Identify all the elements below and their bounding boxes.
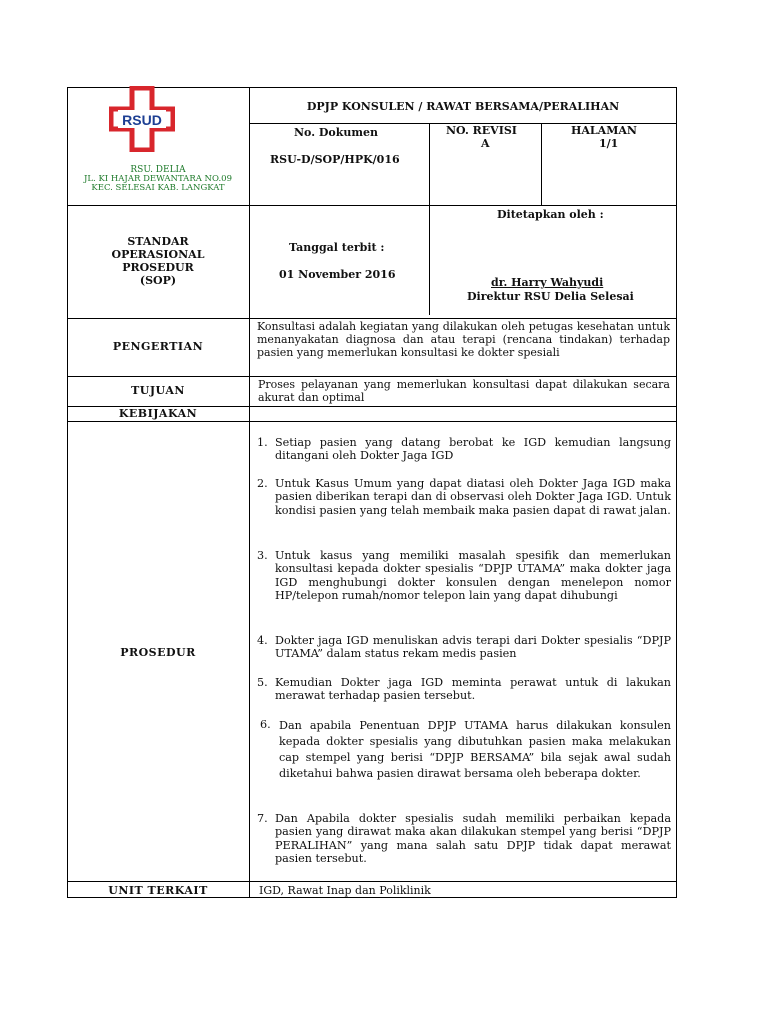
list-item-number: 5. bbox=[257, 676, 268, 689]
unit-terkait-label: UNIT TERKAIT bbox=[108, 884, 208, 897]
no-revisi-value: A bbox=[481, 137, 490, 150]
pengertian-text: Konsultasi adalah kegiatan yang dilakukan oleh petugas kesehatan untuk menanyakatan diagnosa dan atau terapi (rencana tindakan) terhadap pasien yang memerlukan konsultasi ke dokter spesiali bbox=[257, 320, 670, 359]
list-item: Dokter jaga IGD menuliskan advis terapi dari Dokter spesialis “DPJP UTAMA” dalam status rekam medis pasien bbox=[275, 634, 671, 661]
logo-hospital: RSU. DELIA bbox=[130, 165, 186, 175]
no-dokumen-label: No. Dokumen bbox=[294, 126, 378, 139]
list-item: Setiap pasien yang datang berobat ke IGD kemudian langsung ditangani oleh Dokter Jaga IGD bbox=[275, 436, 671, 463]
sop-line1: STANDAR bbox=[127, 235, 189, 248]
ditetapkan-label: Ditetapkan oleh : bbox=[497, 208, 604, 221]
list-item: Untuk Kasus Umum yang dapat diatasi oleh Dokter Jaga IGD maka pasien diberikan terapi dan di observasi oleh Dokter Jaga IGD. Untuk kondisi pasien yang telah membaik maka pasien dapat di rawat jalan. bbox=[275, 477, 671, 517]
list-item: Dan Apabila dokter spesialis sudah memiliki perbaikan kepada pasien yang dirawat maka akan dilakukan stempel yang berisi “DPJP PERALIHAN” yang mana salah satu DPJP tidak dapat merawat pasien tersebut. bbox=[275, 812, 671, 865]
prosedur-label: PROSEDUR bbox=[120, 646, 196, 659]
sop-line3: PROSEDUR bbox=[122, 261, 194, 274]
logo-address-line1: JL. KI HAJAR DEWANTARA NO.09 bbox=[84, 174, 232, 184]
list-item: Kemudian Dokter jaga IGD meminta perawat untuk di lakukan merawat terhadap pasien tersebut. bbox=[275, 676, 671, 703]
logo-name: RSUD bbox=[122, 112, 162, 128]
list-item: Dan apabila Penentuan DPJP UTAMA harus dilakukan konsulen kepada dokter spesialis yang dibutuhkan pasien maka melakukan cap stempel yang berisi “DPJP BERSAMA” bila sejak awal sudah diketahui bahwa pasien dirawat bersama oleh beberapa dokter. bbox=[279, 719, 671, 780]
kebijakan-label: KEBIJAKAN bbox=[118, 407, 198, 420]
list-item-number: 1. bbox=[257, 436, 268, 449]
tanggal-terbit-value: 01 November 2016 bbox=[279, 268, 396, 281]
list-item-number: 2. bbox=[257, 477, 268, 490]
halaman-label: HALAMAN bbox=[571, 124, 637, 137]
pengertian-label: PENGERTIAN bbox=[112, 340, 204, 353]
list-item-number: 6. bbox=[260, 718, 271, 731]
logo-address-line2: KEC. SELESAI KAB. LANGKAT bbox=[91, 183, 225, 193]
no-dokumen-value: RSU-D/SOP/HPK/016 bbox=[270, 153, 400, 166]
sop-line4: (SOP) bbox=[139, 274, 177, 287]
tujuan-label: TUJUAN bbox=[131, 384, 185, 397]
unit-terkait-text: IGD, Rawat Inap dan Poliklinik bbox=[259, 884, 431, 897]
halaman-value: 1/1 bbox=[599, 137, 619, 150]
list-item-number: 4. bbox=[257, 634, 268, 647]
tanggal-terbit-label: Tanggal terbit : bbox=[289, 241, 385, 254]
no-revisi-label: NO. REVISI bbox=[446, 124, 517, 137]
tujuan-text: Proses pelayanan yang memerlukan konsultasi dapat dilakukan secara akurat dan optimal bbox=[258, 378, 670, 404]
signatory-position: Direktur RSU Delia Selesai bbox=[467, 290, 634, 303]
document-title: DPJP KONSULEN / RAWAT BERSAMA/PERALIHAN bbox=[306, 100, 620, 113]
signatory-name: dr. Harry Wahyudi bbox=[491, 276, 604, 289]
list-item-number: 7. bbox=[257, 812, 268, 825]
list-item-number: 3. bbox=[257, 549, 268, 562]
list-item: Untuk kasus yang memiliki masalah spesifik dan memerlukan konsultasi kepada dokter spesialis “DPJP UTAMA” maka dokter jaga IGD menghubungi dokter konsulen dengan menelepon nomor HP/telepon rumah/nomor telepon lain yang dapat dihubungi bbox=[275, 549, 671, 602]
sop-line2: OPERASIONAL bbox=[111, 248, 205, 261]
